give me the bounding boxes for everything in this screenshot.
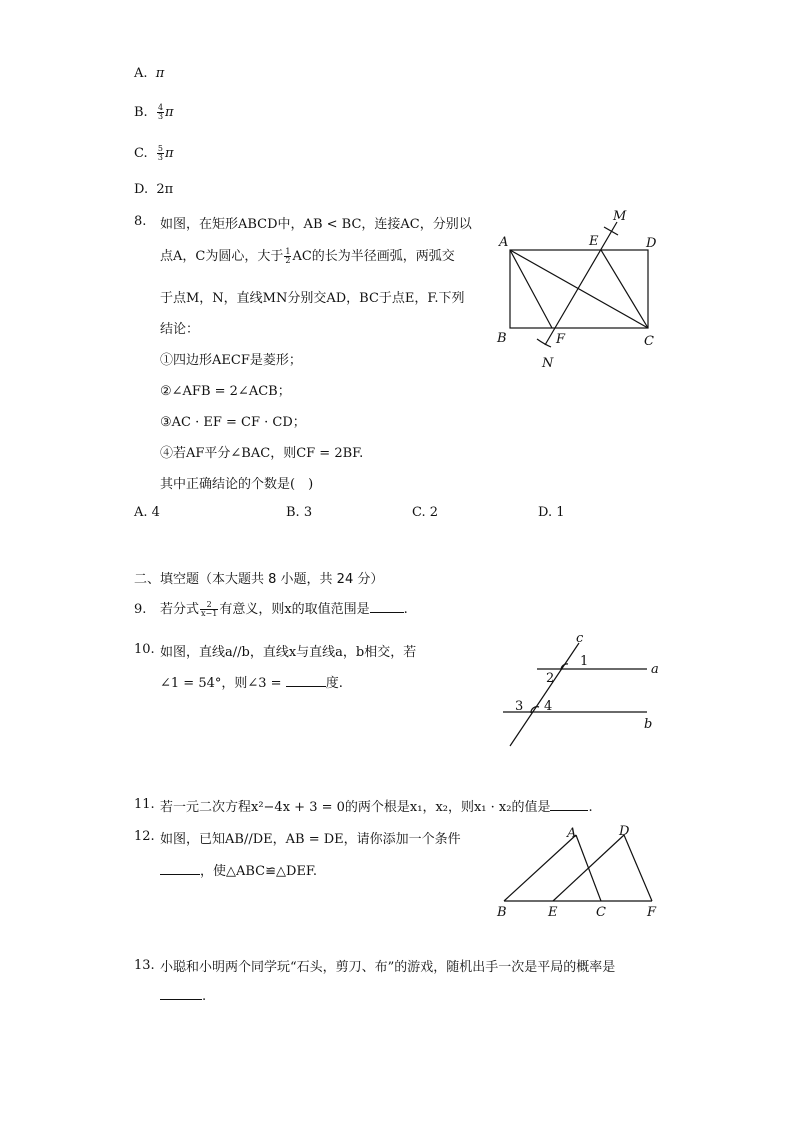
q8-line4: 结论： — [160, 322, 200, 337]
q11-number: 11. — [134, 797, 155, 812]
transversal-c — [510, 643, 579, 746]
q13-answer-blank — [160, 987, 202, 1000]
label-n: N — [542, 356, 554, 371]
q13-line1: 小聪和小明两个同学玩“石头，剪刀、布”的游戏，随机出手一次是平局的概率是 — [160, 960, 616, 975]
label-e: E — [548, 905, 558, 920]
arc-n — [537, 339, 551, 347]
label-angle-3: 3 — [515, 699, 524, 714]
label-b: b — [644, 717, 653, 732]
q11-text: 若一元二次方程x²−4x + 3 = 0的两个根是x₁，x₂，则x₁ · x₂的值是 . — [160, 800, 593, 815]
segment-ec — [601, 250, 648, 328]
q9-text: 若分式 $\frac{2}{x-1}$ 有意义，则x的取值范围是 . — [160, 600, 408, 618]
q9-number: 9. — [134, 602, 147, 617]
q12-line1: 如图，已知AB//DE，AB = DE，请你添加一个条件 — [160, 832, 461, 847]
label-a: A — [567, 826, 577, 841]
label-angle-1: 1 — [580, 654, 589, 669]
q8-rectangle-figure — [490, 205, 670, 375]
q7-option-b: B. $\frac{4}{3}$ π — [134, 103, 174, 121]
q13-line2: . — [160, 987, 206, 1004]
segment-de — [553, 835, 624, 901]
q8-question: 其中正确结论的个数是( ) — [160, 477, 314, 492]
label-m: M — [613, 209, 627, 224]
q8-conclusion-3: ③AC · EF = CF · CD； — [160, 415, 306, 430]
q7-option-c: C. $\frac{5}{3}$ π — [134, 144, 174, 162]
q13-number: 13. — [134, 958, 155, 973]
q10-parallel-lines-figure — [495, 630, 665, 752]
q8-number: 8. — [134, 214, 147, 229]
label-angle-2: 2 — [546, 671, 555, 686]
q8-option-c: C. 2 — [412, 505, 439, 520]
q12-number: 12. — [134, 829, 155, 844]
q8-line3: 于点M，N，直线MN分别交AD，BC于点E，F.下列 — [160, 291, 465, 306]
q8-conclusion-2: ②∠AFB = 2∠ACB； — [160, 384, 291, 399]
label-d: D — [646, 236, 657, 251]
q7-option-d: D. 2π — [134, 182, 174, 197]
label-a: A — [499, 235, 509, 250]
label-c: c — [576, 631, 584, 646]
q8-option-a: A. 4 — [134, 505, 160, 520]
label-c: C — [644, 334, 654, 349]
line-mn — [545, 222, 617, 345]
q9-answer-blank — [370, 600, 404, 613]
q8-option-d: D. 1 — [538, 505, 565, 520]
q12-triangles-figure — [490, 820, 670, 924]
label-angle-4: 4 — [544, 699, 553, 714]
q12-line2: ，使△ABC≌△DEF. — [160, 860, 317, 879]
q8-conclusion-1: ①四边形AECF是菱形； — [160, 353, 302, 368]
q10-line1: 如图，直线a//b，直线x与直线a，b相交，若 — [160, 645, 417, 660]
q8-line2: 点A，C为圆心，大于 $\frac{1}{2}$ AC的长为半径画弧，两弧交 — [160, 247, 455, 265]
q8-option-b: B. 3 — [286, 505, 313, 520]
q8-line1: 如图，在矩形ABCD中，AB < BC，连接AC，分别以 — [160, 217, 472, 232]
q7-option-a: A. π — [134, 66, 165, 81]
label-b: B — [497, 905, 507, 920]
section-heading: 二、填空题（本大题共 8 小题，共 24 分） — [134, 572, 384, 587]
q11-answer-blank — [550, 798, 588, 811]
label-d: D — [619, 824, 630, 839]
segment-df — [624, 835, 652, 901]
label-b: B — [497, 331, 507, 346]
segment-ab — [504, 835, 576, 901]
q10-number: 10. — [134, 642, 155, 657]
q10-line2: ∠1 = 54°，则∠3 = 度. — [160, 676, 343, 691]
q8-conclusion-4: ④若AF平分∠BAC，则CF = 2BF. — [160, 446, 364, 461]
label-f: F — [556, 332, 566, 347]
label-c: C — [596, 905, 606, 920]
arc-m — [604, 227, 618, 235]
label-a: a — [651, 662, 659, 677]
q12-answer-blank — [160, 862, 200, 875]
label-e: E — [589, 234, 599, 249]
q10-answer-blank — [286, 674, 326, 687]
label-f: F — [647, 905, 657, 920]
